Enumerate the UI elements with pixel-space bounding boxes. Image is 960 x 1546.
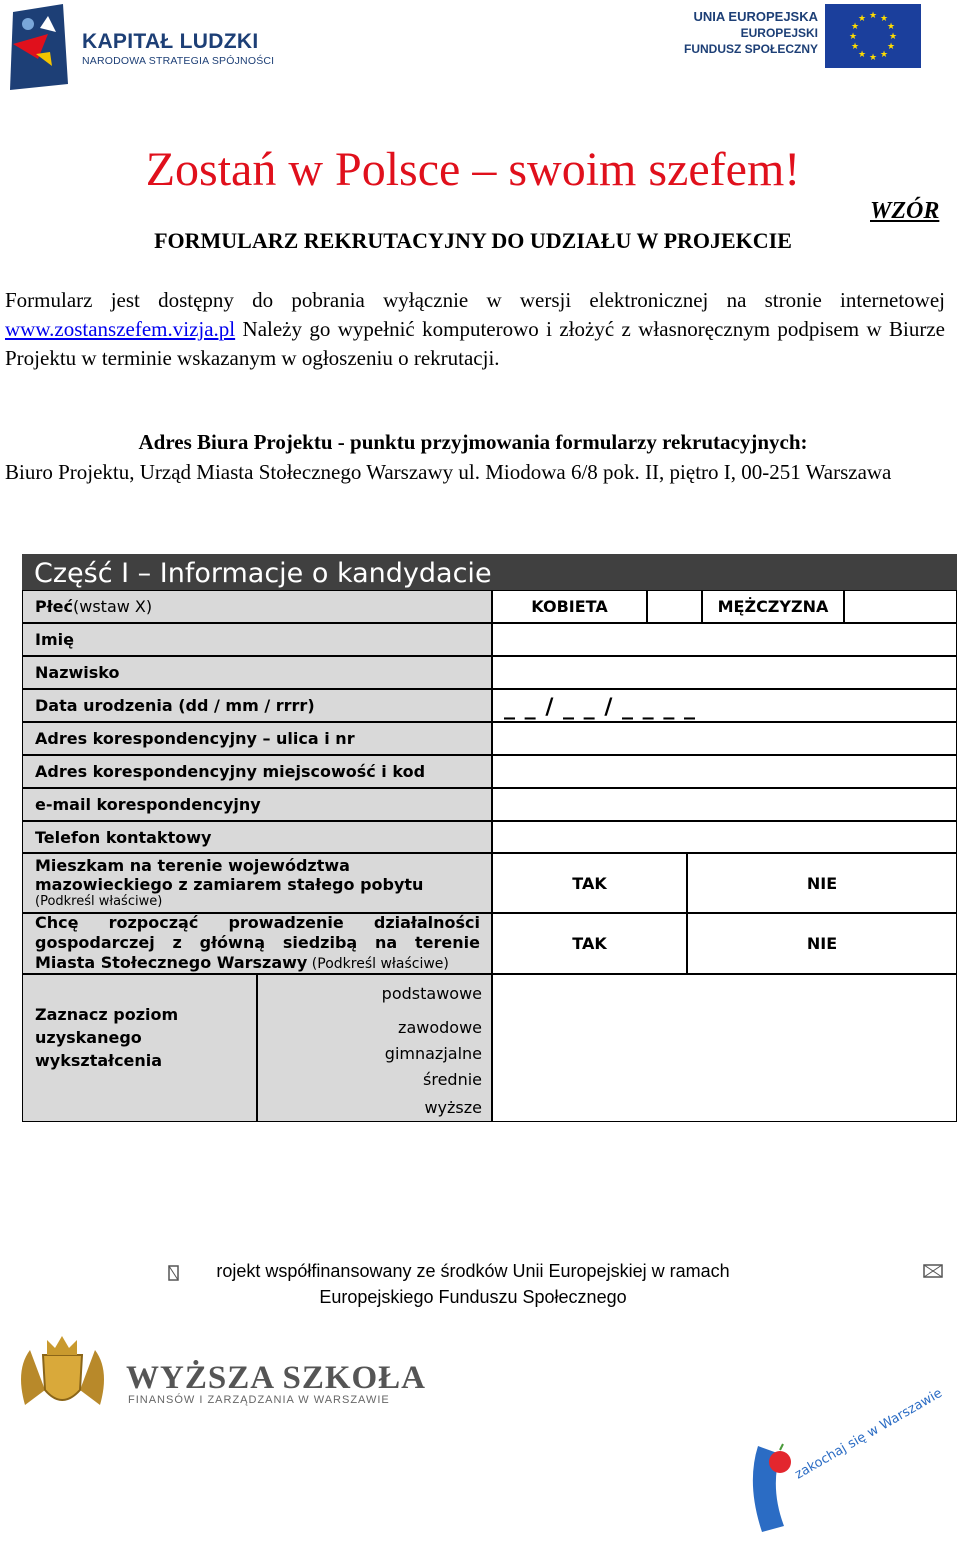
- city-logo: [740, 1385, 945, 1543]
- education-label: [22, 974, 257, 1122]
- city-logo-text: zakochaj się w Warszawie: [792, 1385, 945, 1483]
- cofinancing-line1: rojekt współfinansowany ze środków Unii Europejskiej w ramach: [216, 1261, 730, 1281]
- svg-text:★: ★: [879, 14, 889, 24]
- education-label-line2: uzyskanego: [35, 1028, 142, 1047]
- email-label: e-mail korespondencyjny: [22, 788, 492, 821]
- cofinancing-line2: Europejskiego Funduszu Społecznego: [319, 1287, 627, 1307]
- birth-date-mask: _ _ / _ _ / _ _ _ _: [504, 695, 697, 720]
- residence-label: [22, 853, 492, 913]
- education-label-line3: wykształcenia: [35, 1051, 163, 1070]
- address-street-field[interactable]: [492, 722, 957, 755]
- svg-text:★: ★: [850, 42, 860, 52]
- kapital-ludzki-name: KAPITAŁ LUDZKI: [82, 30, 259, 53]
- gender-male-label: MĘŻCZYZNA: [702, 590, 844, 623]
- address-street-label: Adres korespondencyjny – ulica i nr: [22, 722, 492, 755]
- gender-female-label: KOBIETA: [492, 590, 647, 623]
- intro-text-2: Należy go wypełnić komputerowo i złożyć z własnoręcznym podpisem w Biurze Projektu w terminie wskazanym w ogłoszeniu o rekrutacji.: [5, 317, 945, 370]
- residence-no-option[interactable]: NIE: [687, 853, 957, 913]
- svg-text:★: ★: [879, 50, 889, 60]
- svg-text:★: ★: [868, 11, 878, 21]
- business-yes-option[interactable]: TAK: [492, 913, 687, 974]
- footer-right-icon: [922, 1262, 944, 1286]
- business-line3: Miasta Stołecznego Warszawy: [35, 953, 308, 972]
- last-name-field[interactable]: [492, 656, 957, 689]
- education-option-lower-secondary[interactable]: gimnazjalne: [257, 1038, 492, 1064]
- birth-date-label: Data urodzenia (dd / mm / rrrr): [22, 689, 492, 722]
- kapital-ludzki-subtitle: NARODOWA STRATEGIA SPÓJNOŚCI: [82, 55, 275, 67]
- gender-label-bold: Płeć: [35, 597, 73, 616]
- business-no-option[interactable]: NIE: [687, 913, 957, 974]
- gender-label-note: (wstaw X): [73, 597, 153, 616]
- svg-text:★: ★: [868, 53, 878, 63]
- office-heading: Adres Biura Projektu - punktu przyjmowania formularzy rekrutacyjnych:: [138, 430, 808, 454]
- residence-line2: mazowieckiego z zamiarem stałego pobytu: [35, 875, 424, 894]
- email-field[interactable]: [492, 788, 957, 821]
- svg-text:★: ★: [886, 42, 896, 52]
- school-subtitle: FINANSÓW I ZARZĄDZANIA W WARSZAWIE: [128, 1394, 390, 1406]
- gender-female-checkbox[interactable]: [647, 590, 702, 623]
- education-options-box: [257, 974, 492, 1122]
- svg-text:★: ★: [886, 22, 896, 32]
- cofinancing-note: [0, 1258, 946, 1310]
- office-address: Biuro Projektu, Urząd Miasta Stołecznego Warszawy ul. Miodowa 6/8 pok. II, piętro I, 00-251 Warszawa: [5, 460, 892, 484]
- intro-text-1: Formularz jest dostępny do pobrania wyłącznie w wersji elektronicznej na stronie internetowej: [5, 288, 945, 312]
- business-note: (Podkreśl właściwe): [307, 956, 449, 972]
- svg-text:★: ★: [850, 22, 860, 32]
- education-option-basic[interactable]: podstawowe: [257, 975, 492, 1012]
- business-label: [22, 913, 492, 974]
- last-name-label: Nazwisko: [22, 656, 492, 689]
- svg-text:★: ★: [888, 32, 898, 42]
- eu-logo-text: [670, 8, 818, 57]
- address-city-field[interactable]: [492, 755, 957, 788]
- first-name-field[interactable]: [492, 623, 957, 656]
- intro-paragraph: [5, 286, 945, 373]
- education-selection-field[interactable]: [492, 974, 957, 1122]
- business-line2: gospodarczej z główną siedzibą na terenie: [35, 933, 480, 952]
- gender-label: [22, 590, 492, 623]
- education-label-line1: Zaznacz poziom: [35, 1005, 179, 1024]
- phone-field[interactable]: [492, 821, 957, 853]
- residence-line1: Mieszkam na terenie województwa: [35, 856, 350, 875]
- school-name: WYŻSZA SZKOŁA: [126, 1360, 427, 1396]
- eu-line1: UNIA EUROPEJSKA: [693, 9, 818, 24]
- address-city-label: Adres korespondencyjny miejscowość i kod: [22, 755, 492, 788]
- phone-label: Telefon kontaktowy: [22, 821, 492, 853]
- residence-note: (Podkreśl właściwe): [35, 894, 163, 909]
- school-crest-logo: [5, 1330, 120, 1419]
- education-option-vocational[interactable]: zawodowe: [257, 1012, 492, 1038]
- form-title: FORMULARZ REKRUTACYJNY DO UDZIAŁU W PROJEKCIE: [154, 228, 792, 253]
- first-name-label: Imię: [22, 623, 492, 656]
- education-option-higher[interactable]: wyższe: [257, 1090, 492, 1121]
- svg-text:★: ★: [848, 32, 858, 42]
- gender-male-checkbox[interactable]: [844, 590, 957, 623]
- project-website-link[interactable]: www.zostanszefem.vizja.pl: [5, 317, 236, 341]
- eu-line3: FUNDUSZ SPOŁECZNY: [683, 42, 818, 56]
- svg-text:★: ★: [857, 50, 867, 60]
- svg-text:★: ★: [857, 14, 867, 24]
- eu-line2: EUROPEJSKI: [740, 26, 818, 40]
- education-option-secondary[interactable]: średnie: [257, 1064, 492, 1090]
- business-line1: Chcę rozpocząć prowadzenie działalności: [35, 913, 480, 932]
- kapital-ludzki-emblem-icon: [8, 4, 78, 90]
- section-title: Część I – Informacje o kandydacie: [22, 554, 957, 590]
- eu-flag-icon: [825, 4, 921, 72]
- page-title: Zostań w Polsce – swoim szefem!: [145, 143, 801, 196]
- residence-yes-option[interactable]: TAK: [492, 853, 687, 913]
- template-stamp: WZÓR: [870, 198, 940, 224]
